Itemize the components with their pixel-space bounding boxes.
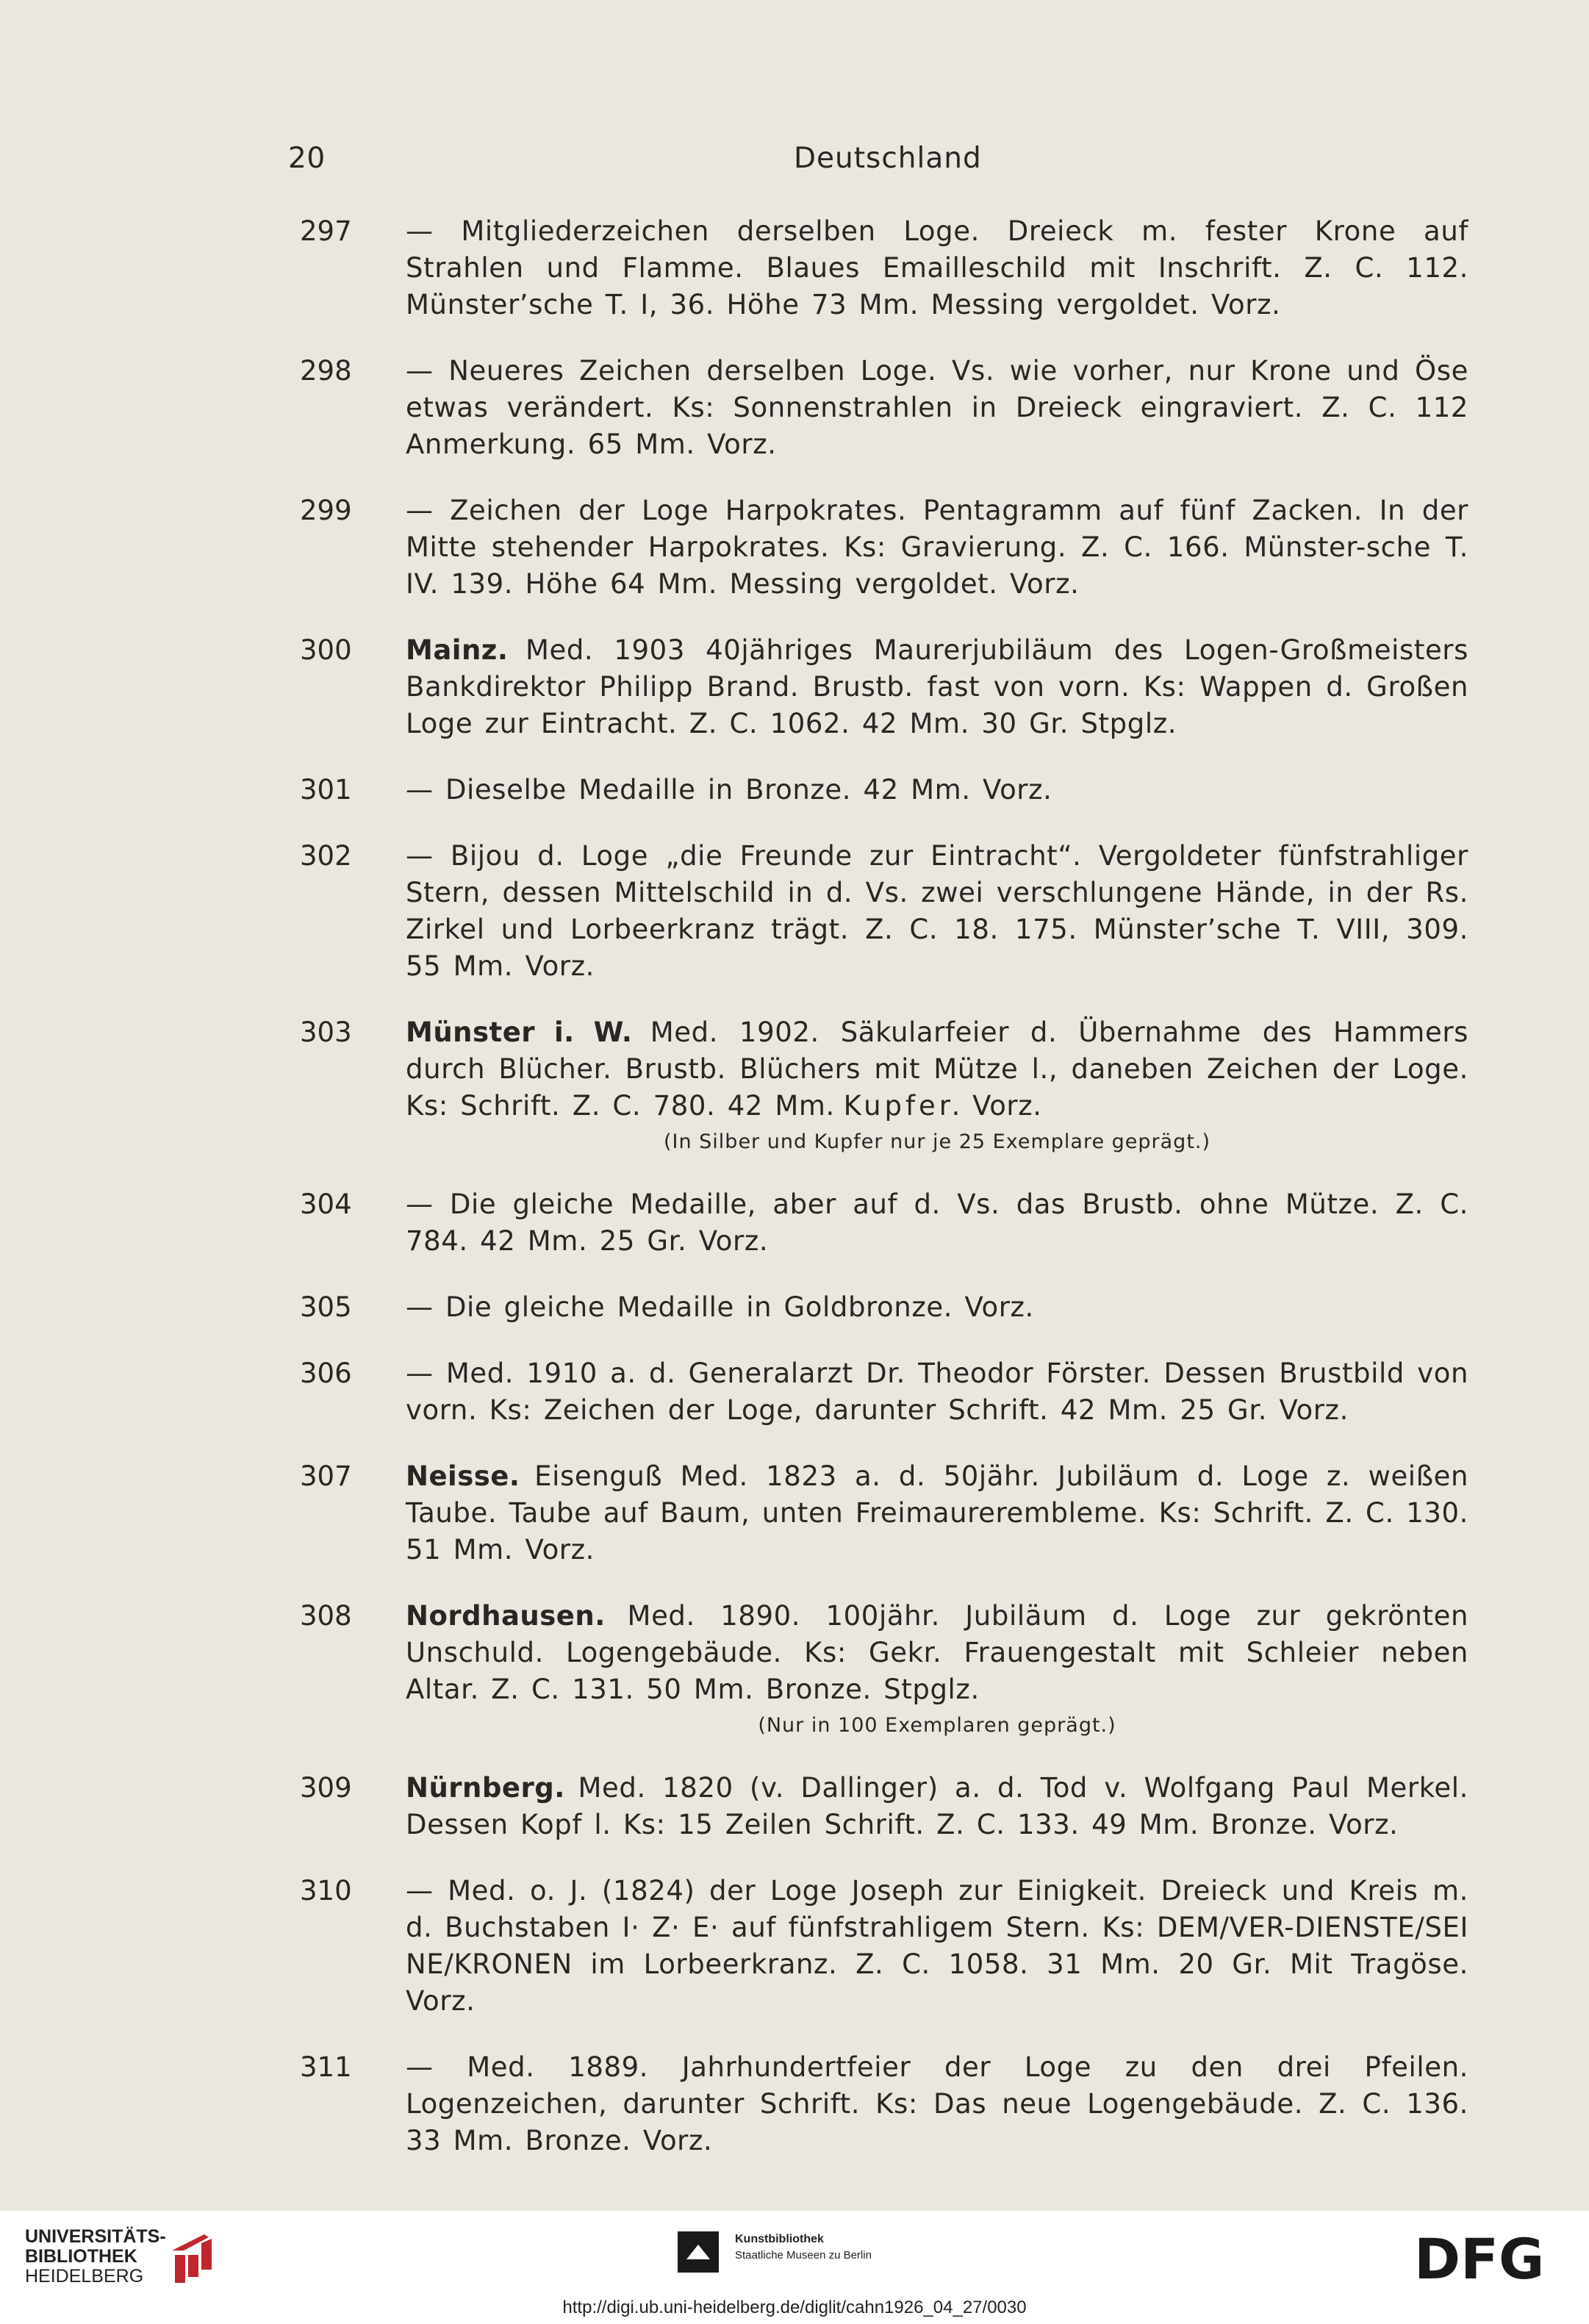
entry-number: 308 bbox=[300, 1600, 352, 1632]
heidelberg-library-name bbox=[25, 2227, 166, 2287]
catalog-entry bbox=[300, 1289, 1468, 1326]
catalog-entry bbox=[300, 1873, 1468, 2020]
library-line-3: HEIDELBERG bbox=[25, 2266, 144, 2287]
kunstbibliothek-line-2: Staatliche Museen zu Berlin bbox=[735, 2249, 872, 2262]
entry-text: — Die gleiche Medaille in Goldbronze. Vorz. bbox=[406, 1291, 1034, 1323]
entry-number: 301 bbox=[300, 774, 352, 806]
entry-text: — Med. 1910 a. d. Generalarzt Dr. Theodor Förster. Dessen Brustbild von vorn. Ks: Zeichen der Loge, darunter Schrift. 42 Mm. 25 Gr. Vorz. bbox=[406, 1358, 1468, 1426]
entry-number: 304 bbox=[300, 1188, 352, 1220]
page-number: 20 bbox=[288, 142, 326, 175]
entry-place: Münster i. W. bbox=[406, 1016, 633, 1048]
entry-number: 306 bbox=[300, 1358, 352, 1389]
heidelberg-library-logo bbox=[162, 2226, 220, 2287]
entry-number: 310 bbox=[300, 1875, 352, 1907]
entry-text: Med. 1820 (v. Dallinger) a. d. Tod v. Wolfgang Paul Merkel. Dessen Kopf l. Ks: 15 Zeilen Schrift. Z. C. 133. 49 Mm. Bronze. Vorz. bbox=[406, 1772, 1469, 1840]
source-url[interactable]: http://digi.ub.uni-heidelberg.de/diglit/cahn1926_04_27/0030 bbox=[562, 2298, 1027, 2317]
entry-number: 297 bbox=[300, 215, 352, 247]
entry-number: 303 bbox=[300, 1016, 352, 1048]
entry-place: Nordhausen. bbox=[406, 1600, 606, 1632]
entry-text: — Die gleiche Medaille, aber auf d. Vs. das Brustb. ohne Mütze. Z. C. 784. 42 Mm. 25 Gr. Vorz. bbox=[406, 1188, 1468, 1257]
catalog-entry bbox=[300, 353, 1468, 463]
entry-text: — Dieselbe Medaille in Bronze. 42 Mm. Vorz. bbox=[406, 774, 1052, 806]
entry-text-after: Vorz. bbox=[972, 1090, 1042, 1122]
entry-number: 299 bbox=[300, 495, 352, 526]
entry-number: 307 bbox=[300, 1460, 352, 1492]
entry-number: 305 bbox=[300, 1291, 352, 1323]
entry-number: 309 bbox=[300, 1772, 352, 1804]
entry-number: 311 bbox=[300, 2051, 352, 2083]
catalog-entry bbox=[300, 838, 1468, 985]
running-title: Deutschland bbox=[794, 142, 982, 175]
entry-text: — Neueres Zeichen derselben Loge. Vs. wie vorher, nur Krone und Öse etwas verändert. Ks: Sonnenstrahlen in Dreieck eingraviert. Z. C. 112 Anmerkung. 65 Mm. Vorz. bbox=[406, 355, 1468, 460]
catalog-entry bbox=[300, 1598, 1468, 1740]
page-header bbox=[0, 137, 1589, 181]
kunstbibliothek-line-1: Kunstbibliothek bbox=[735, 2233, 824, 2245]
catalog-entry bbox=[300, 772, 1468, 808]
entry-text: — Med. o. J. (1824) der Loge Joseph zur Einigkeit. Dreieck und Kreis m. d. Buchstaben I· Z· E· auf fünfstrahligem Stern. Ks: DEM/VER-DIENSTE/SEI NE/KRONEN im Lorbeerkranz. Z. C. 1058. 31 Mm. 20 Gr. Mit Tragöse. Vorz. bbox=[406, 1875, 1468, 2017]
entry-text: — Bijou d. Loge „die Freunde zur Eintracht“. Vergoldeter fünfstrahliger Stern, dessen Mittelschild in d. Vs. zwei verschlungene Hände, in der Rs. Zirkel und Lorbeerkranz trägt. Z. C. 18. 175. Münster’sche T. VIII, 309. 55 Mm. Vorz. bbox=[406, 840, 1468, 982]
entry-text: Med. 1902. Säkularfeier d. Übernahme des Hammers durch Blücher. Brustb. Blüchers mit Mütze l., daneben Zeichen der Loge. Ks: Schrift. Z. C. 780. 42 Mm. bbox=[406, 1016, 1469, 1122]
catalog-entry bbox=[300, 1355, 1468, 1429]
library-line-2: BIBLIOTHEK bbox=[25, 2246, 137, 2267]
kunstbibliothek-name bbox=[735, 2231, 872, 2264]
entry-text: — Med. 1889. Jahrhundertfeier der Loge zu den drei Pfeilen. Logenzeichen, darunter Schrift. Ks: Das neue Logengebäude. Z. C. 136. 33 Mm. Bronze. Vorz. bbox=[406, 2051, 1468, 2156]
catalog-entry bbox=[300, 632, 1468, 742]
entry-note: (In Silber und Kupfer nur je 25 Exemplare geprägt.) bbox=[663, 1130, 1211, 1153]
library-line-1: UNIVERSITÄTS- bbox=[25, 2226, 166, 2247]
catalog-entries bbox=[300, 213, 1468, 2189]
entry-place: Neisse. bbox=[406, 1460, 520, 1492]
catalog-entry bbox=[300, 1458, 1468, 1568]
entry-text: — Zeichen der Loge Harpokrates. Pentagramm auf fünf Zacken. In der Mitte stehender Harpokrates. Ks: Gravierung. Z. C. 166. Münster-sche T. IV. 139. Höhe 64 Mm. Messing vergoldet. Vorz. bbox=[406, 495, 1468, 600]
catalog-entry bbox=[300, 1186, 1468, 1260]
entry-note: (Nur in 100 Exemplaren geprägt.) bbox=[758, 1714, 1116, 1737]
digitization-footer bbox=[0, 2211, 1589, 2324]
entry-number: 298 bbox=[300, 355, 352, 387]
catalog-entry bbox=[300, 2049, 1468, 2159]
entry-text: Med. 1903 40jähriges Maurerjubiläum des Logen-Großmeisters Bankdirektor Philipp Brand. Brustb. fast von vorn. Ks: Wappen d. Großen Loge zur Eintracht. Z. C. 1062. 42 Mm. 30 Gr. Stpglz. bbox=[406, 634, 1468, 739]
catalog-entry bbox=[300, 213, 1468, 323]
catalog-entry bbox=[300, 492, 1468, 603]
entry-text: Med. 1890. 100jähr. Jubiläum d. Loge zur gekrönten Unschuld. Logengebäude. Ks: Gekr. Frauengestalt mit Schleier neben Altar. Z. C. 131. 50 Mm. Bronze. Stpglz. bbox=[406, 1600, 1468, 1705]
entry-number: 302 bbox=[300, 840, 352, 872]
dfg-logo-text: DFG bbox=[1414, 2233, 1545, 2284]
entry-place: Mainz. bbox=[406, 634, 509, 666]
dfg-logo bbox=[1414, 2233, 1568, 2284]
entry-number: 300 bbox=[300, 634, 352, 666]
entry-text: — Mitgliederzeichen derselben Loge. Dreieck m. fester Krone auf Strahlen und Flamme. Blaues Emailleschild mit Inschrift. Z. C. 112. Münster’sche T. I, 36. Höhe 73 Mm. Messing vergoldet. Vorz. bbox=[406, 215, 1468, 320]
entry-text-spaced: Kupfer. bbox=[843, 1090, 964, 1122]
kunstbibliothek-logo bbox=[676, 2230, 720, 2274]
catalog-entry bbox=[300, 1770, 1468, 1843]
catalog-entry bbox=[300, 1014, 1468, 1157]
entry-place: Nürnberg. bbox=[406, 1772, 565, 1804]
entry-text: Eisenguß Med. 1823 a. d. 50jähr. Jubiläum d. Loge z. weißen Taube. Taube auf Baum, unten Freimaurerembleme. Ks: Schrift. Z. C. 130. 51 Mm. Vorz. bbox=[406, 1460, 1469, 1566]
